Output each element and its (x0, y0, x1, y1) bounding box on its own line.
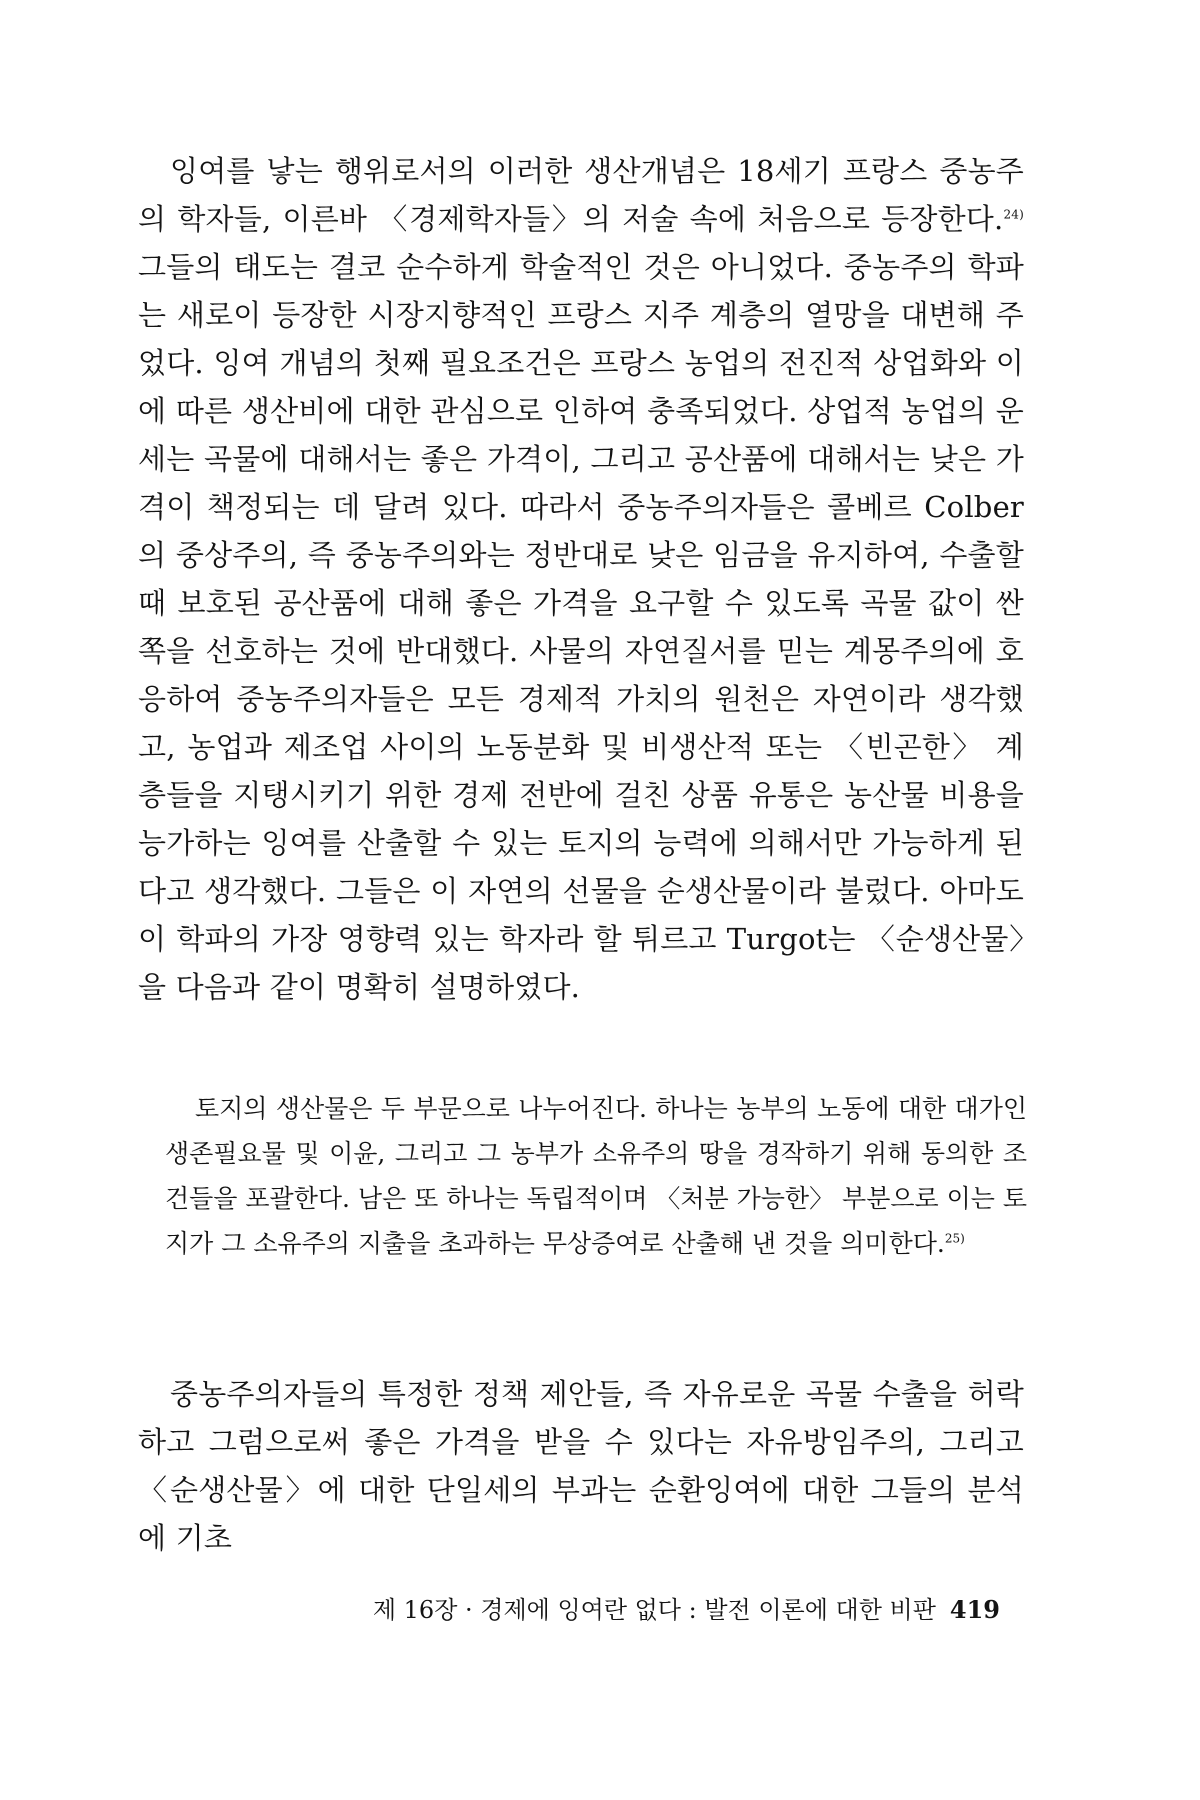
paragraph-2-text: 중농주의자들의 특정한 정책 제안들, 즉 자유로운 곡물 수출을 허락하고 그럼으로써 좋은 가격을 받을 수 있다는 자유방임주의, 그리고 〈순생산물〉에 대한 단일세의 부과는 순환잉여에 대한 그들의 분석에 기초 (138, 1377, 1024, 1555)
quotation-text: 토지의 생산물은 두 부문으로 나누어진다. 하나는 농부의 노동에 대한 대가인 생존필요물 및 이윤, 그리고 그 농부가 소유주의 땅을 경작하기 위해 동의한 조건들을 포괄한다. 남은 또 하나는 독립적이며 〈처분 가능한〉 부분으로 이는 토지가 그 소유주의 지출을 초과하는 무상증여로 산출해 낸 것을 의미한다. (165, 1094, 1027, 1258)
body-paragraph-2 (138, 1370, 1024, 1562)
footnote-marker-24: 24) (1003, 207, 1024, 222)
running-head: 제 16장 · 경제에 잉여란 없다 : 발전 이론에 대한 비판 (372, 1596, 936, 1624)
footnote-marker-25: 25) (944, 1231, 965, 1246)
block-quotation (165, 1086, 1027, 1266)
paragraph-1-text-a: 잉여를 낳는 행위로서의 이러한 생산개념은 18세기 프랑스 중농주의 학자들, 이른바 〈경제학자들〉의 저술 속에 처음으로 등장한다. (138, 154, 1024, 236)
page-footer (373, 1595, 1000, 1625)
page-number: 419 (949, 1595, 1000, 1624)
paragraph-1-text-b: 그들의 태도는 결코 순수하게 학술적인 것은 아니었다. 중농주의 학파는 새로이 등장한 시장지향적인 프랑스 지주 계층의 열망을 대변해 주었다. 잉여 개념의 첫째 필요조건은 프랑스 농업의 전진적 상업화와 이에 따른 생산비에 대한 관심으로 인하여 충족되었다. 상업적 농업의 운세는 곡물에 대해서는 좋은 가격이, 그리고 공산품에 대해서는 낮은 가격이 책정되는 데 달려 있다. 따라서 중농주의자들은 콜베르 Colber의 중상주의, 즉 중농주의와는 정반대로 낮은 임금을 유지하여, 수출할 때 보호된 공산품에 대해 좋은 가격을 요구할 수 있도록 곡물 값이 싼 쪽을 선호하는 것에 반대했다. 사물의 자연질서를 믿는 계몽주의에 호응하여 중농주의자들은 모든 경제적 가치의 원천은 자연이라 생각했고, 농업과 제조업 사이의 노동분화 및 비생산적 또는 〈빈곤한〉 계층들을 지탱시키기 위한 경제 전반에 걸친 상품 유통은 농산물 비용을 능가하는 잉여를 산출할 수 있는 토지의 능력에 의해서만 가능하게 된다고 생각했다. 그들은 이 자연의 선물을 순생산물이라 불렀다. 아마도 이 학파의 가장 영향력 있는 학자라 할 튀르고 Turgot는 〈순생산물〉을 다음과 같이 명확히 설명하였다. (138, 250, 1024, 1004)
body-paragraph-1 (138, 147, 1024, 1011)
